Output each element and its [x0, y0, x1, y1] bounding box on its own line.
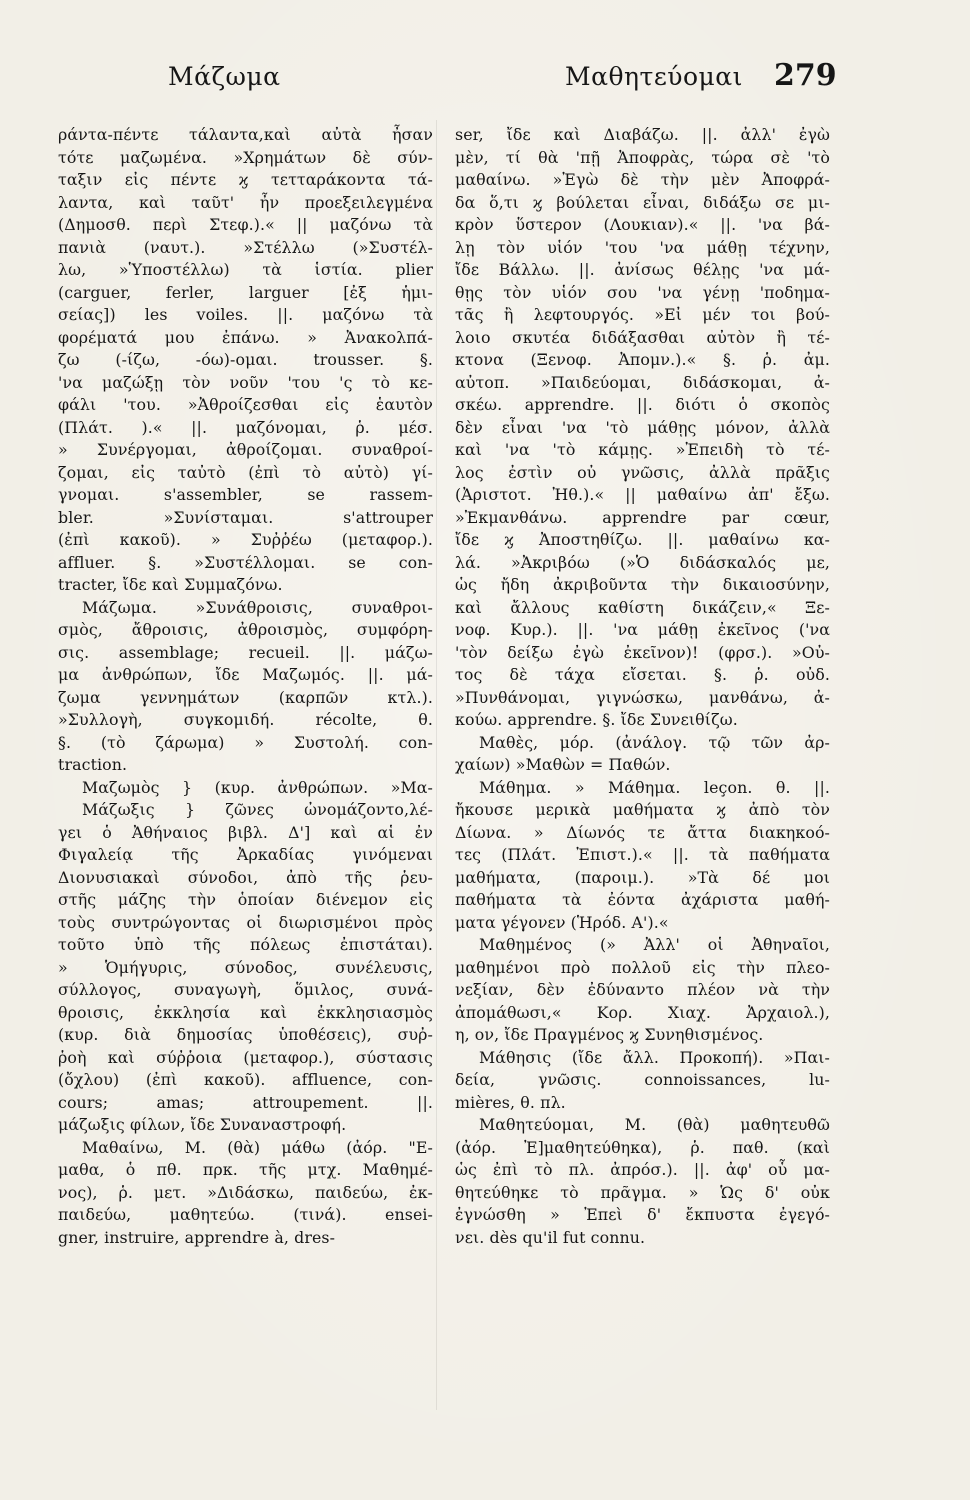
- text-line: 'να μαζώξῃ τὸν νοῦν 'του 'ς τὸ κε-: [58, 372, 433, 392]
- text-line: νοφ. Κυρ.). ||. 'να μάθῃ ἐκεῖνος ('να: [455, 620, 830, 639]
- text-line: (ἀόρ. Ἐ]μαθητεύθηκα), ῥ. παθ. (καὶ: [455, 1137, 830, 1157]
- text-line: ser, ἴδε καὶ Διαβάζω. ||. ἀλλ' ἐγὼ: [455, 125, 830, 144]
- text-line: Μάζωμα. »Συνάθροισις, συναθροι-: [82, 597, 433, 617]
- text-line: τος δὲ τάχα εἴσεται. §. ῥ. οὐδ.: [455, 665, 830, 684]
- text-line: τοῦτο ὑπὸ τῆς πόλεως ἐπιστάται).: [58, 935, 433, 954]
- text-line: μὲν, τί θὰ 'πῇ Ἀποφρὰς, τώρα σὲ 'τὸ: [455, 147, 830, 167]
- text-line: mières, θ. πλ.: [455, 1092, 566, 1112]
- text-line: σις. assemblage; recueil. ||. μάζω-: [58, 642, 433, 662]
- text-line: δεία, γνῶσις. connoissances, lu-: [455, 1070, 830, 1089]
- text-line: ἤκουσε μερικὰ μαθήματα ϗ ἀπὸ τὸν: [455, 800, 830, 819]
- text-line: traction.: [58, 755, 128, 774]
- text-line: ὡς ἤδη ἀκριβοῦντα τὴν δικαιοσύνην,: [455, 575, 830, 594]
- page-number: 279: [774, 58, 837, 93]
- right-guide-word: Μαθητεύομαι: [565, 62, 743, 91]
- text-line: μα ἀνθρώπων, ἴδε Μαζωμός. ||. μά-: [58, 665, 433, 684]
- text-line: (ἐπὶ κακοῦ). » Συῤῥέω (μεταφορ.).: [58, 530, 433, 549]
- text-line: Διονυσιακαὶ σύνοδοι, ἀπὸ τῆς ῥευ-: [58, 867, 433, 887]
- text-line: νει. dès qu'il fut connu.: [455, 1227, 646, 1247]
- text-line: φορέματά μου ἐπάνω. » Ἀνακολπά-: [58, 327, 433, 347]
- text-line: 'τὸν δείξω ἐγὼ ἐκεῖνον)! (φρσ.). »Οὐ-: [455, 642, 830, 662]
- text-line: bler. »Συνίσταμαι. s'attrouper: [58, 507, 433, 527]
- text-line: χαίων) »Μαθὼν = Παθών.: [455, 755, 671, 774]
- text-line: (Δημοσθ. περὶ Στεφ.).« || μαζόνω τὰ: [58, 215, 433, 234]
- text-line: μάζωξις φίλων, ἴδε Συναναστροφή.: [58, 1115, 347, 1134]
- text-line: κρὸν ὕστερον (Λουκιαν).« ||. 'να βά-: [455, 215, 830, 234]
- text-line: ζω (-ίζω, -όω)-ομαι. trousser. §.: [58, 350, 433, 369]
- text-line: ράντα-πέντε τάλαντα,καὶ αὐτὰ ἦσαν: [58, 125, 433, 144]
- text-line: θητεύθηκε τὸ πρᾶγμα. » Ὡς δ' οὐκ: [455, 1182, 830, 1202]
- text-line: ἐγνώσθη » Ἐπεὶ δ' ἔκπυστα ἐγεγό-: [455, 1205, 830, 1224]
- text-line: Μαζωμὸς } (κυρ. ἀνθρώπων. »Μα-: [82, 777, 433, 797]
- text-line: Μάθημα. » Μάθημα. leçon. θ. ||.: [479, 777, 830, 797]
- text-line: κούω. apprendre. §. ἴδε Συνειθίζω.: [455, 710, 738, 729]
- text-line: ἴδε Βάλλω. ||. ἀνίσως θέλῃς 'να μά-: [455, 260, 830, 279]
- text-line: cours; amas; attroupement. ||.: [58, 1092, 433, 1112]
- text-line: ζωμα γεννημάτων (καρπῶν κτλ.).: [58, 687, 433, 707]
- text-line: μαθήματα, (παροιμ.). »Τὰ δέ μοι: [455, 867, 830, 887]
- text-line: μαθα, ὁ πθ. πρκ. τῆς μτχ. Μαθημέ-: [58, 1160, 433, 1179]
- text-line: »Ἐκμανθάνω. apprendre par cœur,: [455, 507, 830, 527]
- text-line: §. (τὸ ζάρωμα) » Συστολή. con-: [58, 732, 433, 752]
- text-line: σμὸς, ἄθροισις, ἀθροισμὸς, συμφόρη-: [58, 620, 433, 639]
- text-line: »Πυνθάνομαι, γιγνώσκω, μανθάνω, ἀ-: [455, 687, 830, 707]
- text-line: σκέω. apprendre. ||. διότι ὁ σκοπὸς: [455, 395, 830, 414]
- text-line: Μαθημένος (» Ἀλλ' οἱ Ἀθηναῖοι,: [479, 935, 830, 954]
- column-gutter: [436, 120, 437, 1410]
- text-line: τᾶς ἢ λεφτουργός. »Εἰ μέν τοι βού-: [455, 305, 830, 324]
- text-line: λοιο σκυτέα διδάξασθαι αὐτὸν ἢ τέ-: [455, 327, 830, 347]
- text-line: Φιγαλείᾳ τῆς Ἀρκαδίας γινόμεναι: [58, 845, 433, 864]
- text-line: θῃς τὸν υἱόν σου 'να γένῃ 'ποδημα-: [455, 282, 830, 302]
- text-line: (carguer, ferler, larguer [ἐξ ἡμι-: [58, 282, 433, 302]
- left-guide-word: Μάζωμα: [168, 62, 281, 91]
- text-line: δα ὅ,τι ϗ βούλεται εἶναι, διδάξω σε μι-: [455, 192, 830, 212]
- text-line: (ὄχλου) (ἐπὶ κακοῦ). affluence, con-: [58, 1070, 433, 1089]
- text-line: Μάθησις (ἴδε ἄλλ. Προκοπή). »Παι-: [479, 1047, 830, 1067]
- text-line: γει ὁ Ἀθήναιος βιβλ. Δ'] καὶ αἱ ἐν: [58, 822, 433, 842]
- text-line: gner, instruire, apprendre à, dres-: [58, 1227, 336, 1247]
- text-line: λά. »Ἀκριβόω (»Ὁ διδάσκαλός με,: [455, 552, 830, 572]
- text-line: παιδεύω, μαθητεύω. (τινά). ensei-: [58, 1205, 433, 1224]
- text-line: ταξιν εἰς πέντε ϗ τετταράκοντα τά-: [58, 170, 433, 189]
- text-line: τες (Πλάτ. Ἐπιστ.).« ||. τὰ παθήματα: [455, 845, 830, 864]
- text-line: λῃ τὸν υἱόν 'του 'να μάθῃ τέχνην,: [455, 237, 830, 257]
- text-line: Μαθητεύομαι, Μ. (θὰ) μαθητευθῶ: [479, 1115, 830, 1134]
- text-line: ἀπομάθωσι,« Κορ. Χιαχ. Ἀρχαιολ.),: [455, 1002, 830, 1022]
- text-line: ἴδε ϗ Ἀποστηθίζω. ||. μαθαίνω κα-: [455, 530, 830, 549]
- text-line: θροισις, ἐκκλησία καὶ ἐκκλησιασμὸς: [58, 1002, 433, 1022]
- text-line: τότε μαζωμένα. »Χρημάτων δὲ σύν-: [58, 147, 433, 167]
- text-line: πανιὰ (ναυτ.). »Στέλλω (»Συστέλ-: [58, 237, 433, 257]
- text-line: γνομαι. s'assembler, se rassem-: [58, 485, 433, 504]
- text-line: » Ὁμήγυρις, σύνοδος, συνέλευσις,: [58, 957, 433, 977]
- text-line: σύλλογος, συναγωγὴ, ὅμιλος, συνά-: [58, 980, 433, 999]
- running-head: [0, 58, 970, 112]
- text-line: σείας]) les voiles. ||. μαζόνω τὰ: [58, 305, 433, 324]
- text-line: (κυρ. διὰ δημοσίας ὑποθέσεις), συῤ-: [58, 1025, 433, 1044]
- left-column: [58, 124, 433, 1249]
- text-line: ὡς ἐπὶ τὸ πλ. ἀπρόσ.). ||. ἀφ' οὗ μα-: [455, 1160, 830, 1179]
- text-line: affluer. §. »Συστέλλομαι. se con-: [58, 552, 433, 572]
- text-line: φάλι 'του. »Ἀθροίζεσθαι εἰς ἑαυτὸν: [58, 395, 433, 414]
- text-line: tracter, ἴδε καὶ Συμμαζόνω.: [58, 575, 283, 594]
- text-line: λος ἐστὶν οὐ γνῶσις, ἀλλὰ πρᾶξις: [455, 462, 830, 482]
- text-line: κτονα (Ξενοφ. Ἀπομν.).« §. ῥ. ἀμ.: [455, 350, 830, 369]
- text-line: παθήματα τὰ ἐόντα ἀχάριστα μαθή-: [455, 890, 830, 909]
- text-line: μαθαίνω. »Ἐγὼ δὲ τὴν μὲν Ἀποφρά-: [455, 170, 830, 189]
- text-line: Μάζωξις } ζῶνες ὠνομάζοντο,λέ-: [82, 800, 433, 819]
- text-line: ματα γέγονεν (Ἡρόδ. Α').«: [455, 912, 669, 932]
- text-line: ζομαι, εἰς ταὐτὸ (ἐπὶ τὸ αὐτὸ) γί-: [58, 462, 433, 482]
- text-line: καὶ ἄλλους καθίστη δικάζειν,« Ξε-: [455, 597, 830, 617]
- text-line: τοὺς συντρώγοντας οἱ διωρισμένοι πρὸς: [58, 912, 433, 932]
- text-line: λω, »Ὑποστέλλω) τὰ ἱστία. plier: [58, 260, 433, 279]
- text-line: (Πλάτ. ).« ||. μαζόνομαι, ῥ. μέσ.: [58, 417, 433, 437]
- text-line: η, ον, ἴδε Πραγμένος ϗ Συνηθισμένος.: [455, 1025, 764, 1044]
- text-line: στῆς μάζης τὴν ὁποίαν διένεμον εἰς: [58, 890, 433, 909]
- text-line: » Συνέργομαι, ἀθροίζομαι. συναθροί-: [58, 440, 433, 459]
- text-line: Μαθαίνω, Μ. (θὰ) μάθω (ἀόρ. "Ε-: [82, 1137, 433, 1157]
- text-line: νος), ῥ. μετ. »Διδάσκω, παιδεύω, ἐκ-: [58, 1182, 433, 1202]
- text-line: Δίωνα. » Δίωνός τε ἄττα διακηκοό-: [455, 822, 830, 842]
- text-line: (Ἀριστοτ. Ἠθ.).« || μαθαίνω ἀπ' ἔξω.: [455, 485, 830, 504]
- right-column: [455, 124, 830, 1249]
- text-line: αὐτοπ. »Παιδεύομαι, διδάσκομαι, ἀ-: [455, 372, 830, 392]
- text-line: ῥοὴ καὶ σύῤῥοια (μεταφορ.), σύστασις: [58, 1047, 433, 1067]
- text-line: Μαθὲς, μόρ. (ἀνάλογ. τῷ τῶν ἀρ-: [479, 732, 830, 752]
- text-line: δὲν εἶναι 'να 'τὸ μάθῃς μόνον, ἀλλὰ: [455, 417, 830, 437]
- text-line: καὶ 'να 'τὸ κάμῃς. »Ἐπειδὴ τὸ τέ-: [455, 440, 830, 459]
- text-line: λαντα, καὶ ταῦτ' ἦν προεξειλεγμένα: [58, 192, 433, 212]
- text-line: »Συλλογὴ, συγκομιδή. récolte, θ.: [58, 710, 433, 729]
- text-line: νεξίαν, δὲν ἐδύναντο πλέον νὰ τὴν: [455, 980, 830, 999]
- text-line: μαθημένοι πρὸ πολλοῦ εἰς τὴν πλεο-: [455, 957, 830, 977]
